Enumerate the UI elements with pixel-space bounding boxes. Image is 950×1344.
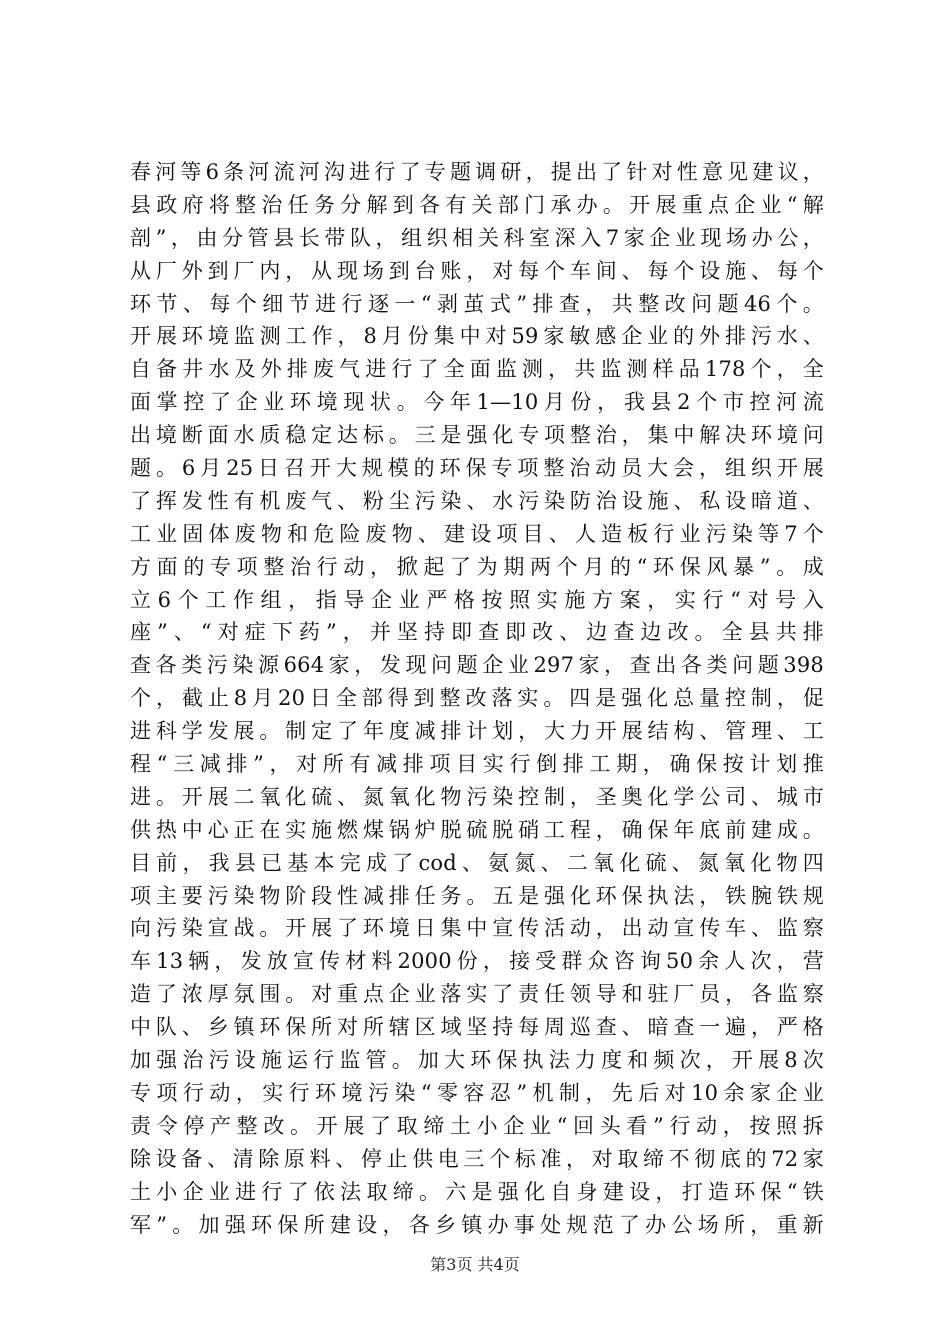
text-line: 车13辆，发放宣传材料2000份，接受群众咨询50余人次，营	[130, 949, 824, 974]
text-line: 供热中心正在实施燃煤锅炉脱硫脱硝工程，确保年底前建成。	[130, 817, 824, 842]
text-line: 进。开展二氧化硫、氮氧化物污染控制，圣奥化学公司、城市	[130, 784, 824, 809]
text-line: 除设备、清除原料、停止供电三个标准，对取缔不彻底的72家	[130, 1146, 824, 1171]
text-line: 进科学发展。制定了年度减排计划，大力开展结构、管理、工	[130, 719, 824, 744]
text-line: 出境断面水质稳定达标。三是强化专项整治，集中解决环境问	[130, 423, 824, 448]
text-line: 剖”，由分管县长带队，组织相关科室深入7家企业现场办公，	[130, 225, 824, 250]
text-line: 专项行动，实行环境污染“零容忍”机制，先后对10余家企业	[130, 1080, 824, 1105]
text-line: 加强治污设施运行监管。加大环保执法力度和频次，开展8次	[130, 1048, 824, 1073]
text-line: 责令停产整改。开展了取缔土小企业“回头看”行动，按照拆	[130, 1113, 824, 1138]
text-line: 个，截止8月20日全部得到整改落实。四是强化总量控制，促	[130, 686, 824, 711]
text-line: 立6个工作组，指导企业严格按照实施方案，实行“对号入	[130, 587, 824, 612]
page-footer: 第3页 共4页	[430, 1255, 520, 1274]
text-line: 军”。加强环保所建设，各乡镇办事处规范了办公场所，重新	[130, 1212, 824, 1237]
text-line: 方面的专项整治行动，掀起了为期两个月的“环保风暴”。成	[130, 554, 824, 579]
body-text	[130, 156, 824, 1241]
text-line: 了挥发性有机废气、粉尘污染、水污染防治设施、私设暗道、	[130, 488, 824, 513]
text-line: 向污染宣战。开展了环境日集中宣传活动，出动宣传车、监察	[130, 916, 824, 941]
text-line: 项主要污染物阶段性减排任务。五是强化环保执法，铁腕铁规	[130, 883, 824, 908]
text-line: 春河等6条河流河沟进行了专题调研，提出了针对性意见建议，	[130, 160, 824, 184]
text-line: 土小企业进行了依法取缔。六是强化自身建设，打造环保“铁	[130, 1179, 824, 1204]
text-line: 环节、每个细节进行逐一“剥茧式”排查，共整改问题46个。	[130, 291, 824, 316]
text-line: 目前，我县已基本完成了cod、氨氮、二氧化硫、氮氧化物四	[130, 850, 824, 875]
text-line: 县政府将整治任务分解到各有关部门承办。开展重点企业“解	[130, 192, 824, 217]
text-line: 开展环境监测工作，8月份集中对59家敏感企业的外排污水、	[130, 324, 824, 349]
text-line: 自备井水及外排废气进行了全面监测，共监测样品178个，全	[130, 357, 824, 382]
text-line: 工业固体废物和危险废物、建设项目、人造板行业污染等7个	[130, 521, 824, 546]
text-line: 题。6月25日召开大规模的环保专项整治动员大会，组织开展	[130, 456, 824, 481]
text-line: 程“三减排”，对所有减排项目实行倒排工期，确保按计划推	[130, 752, 824, 777]
text-line: 从厂外到厂内，从现场到台账，对每个车间、每个设施、每个	[130, 258, 824, 283]
text-line: 中队、乡镇环保所对所辖区域坚持每周巡查、暗查一遍，严格	[130, 1015, 824, 1040]
text-line: 造了浓厚氛围。对重点企业落实了责任领导和驻厂员，各监察	[130, 982, 824, 1007]
text-line: 座”、“对症下药”，并坚持即查即改、边查边改。全县共排	[130, 620, 824, 645]
text-line: 查各类污染源664家，发现问题企业297家，查出各类问题398	[130, 653, 824, 678]
text-line: 面掌控了企业环境现状。今年1—10月份，我县2个市控河流	[130, 390, 824, 415]
